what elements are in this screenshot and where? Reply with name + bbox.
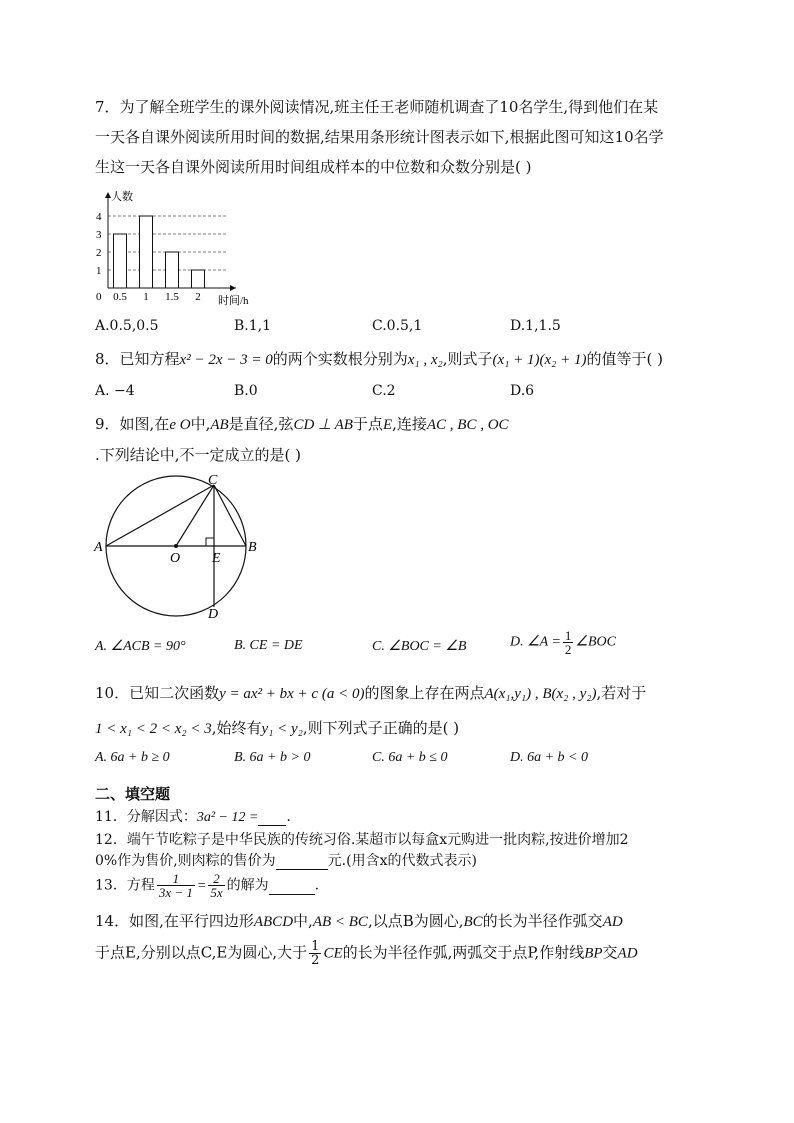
q10-mid: 的图象上存在两点 <box>364 684 485 702</box>
label-a: A <box>94 540 103 555</box>
q14-ad2: AD <box>617 945 638 962</box>
q14-text-c2: 交 <box>602 943 618 962</box>
q13-right-num: 2 <box>208 872 224 886</box>
x-tick-label: 0.5 <box>113 291 127 303</box>
q14-line-1 <box>95 910 623 931</box>
x-tick-label: 1 <box>143 291 149 303</box>
q14-ab-lt-bc: AB < BC <box>312 914 368 930</box>
q10-line-2 <box>95 717 459 738</box>
q12-text-b: 元.(用含x的代数式表示) <box>327 853 477 869</box>
x-tick-label: 1.5 <box>165 291 179 303</box>
q10-option-c: C. 6a + b ≤ 0 <box>372 750 448 765</box>
q9-chords: AC , BC , OC <box>426 417 509 433</box>
q11-prefix: 11．分解因式： <box>95 809 197 825</box>
q8-suffix: 的值等于( ) <box>586 350 663 368</box>
q8-line <box>95 348 663 369</box>
q7-option-d: D.1,1.5 <box>510 318 561 334</box>
label-c: C <box>208 473 218 488</box>
q12-text-a: 0%作为售价,则肉粽的售价为 <box>95 853 276 869</box>
label-o: O <box>170 551 181 566</box>
q7-line-1: 7．为了解全班学生的课外阅读情况,班主任王老师随机调查了10名学生,得到他们在某 <box>95 98 659 116</box>
q13-left-fraction <box>157 872 195 899</box>
q8-mid2: ,则式子 <box>442 350 493 368</box>
q13-suffix: 的解为 <box>226 877 269 894</box>
q13-right-den: 5x <box>210 885 223 900</box>
q13-answer-blank[interactable] <box>269 878 315 895</box>
q8-prefix: 8．已知方程 <box>95 350 180 368</box>
segment-oc <box>176 485 214 546</box>
q8-option-b: B.0 <box>234 383 258 399</box>
q14-bc: BC <box>463 914 483 930</box>
label-e: E <box>212 551 221 566</box>
x-axis-label: 时间/h <box>218 295 249 307</box>
q10-points: A(x₁,y₁) , B(x₂ , y₂) <box>484 686 597 702</box>
q9-line-2: .下列结论中,不一定成立的是( ) <box>95 446 302 464</box>
q9-cd-perp: CD ⊥ AB <box>293 417 353 433</box>
q9-text-b: 是直径,弦 <box>228 415 294 433</box>
q9-line-1 <box>95 413 509 434</box>
q14-prefix: 14．如图,在平行四边形 <box>95 912 254 930</box>
q11-line <box>95 806 291 826</box>
origin-label: 0 <box>96 291 102 303</box>
bar-2 <box>192 270 205 288</box>
q8-roots: x₁ , x₂ <box>407 352 443 368</box>
bar-0.5 <box>114 234 127 288</box>
x-axis-arrow <box>230 285 236 291</box>
q14-ce: CE <box>323 945 343 962</box>
q13-left-den: 3x − 1 <box>158 885 193 900</box>
q9-option-b: B. CE = DE <box>234 638 303 653</box>
q13-equals: = <box>196 878 207 894</box>
center-dot <box>174 544 178 548</box>
q10-option-d: D. 6a + b < 0 <box>510 750 589 765</box>
q8-option-d: D.6 <box>510 383 535 399</box>
right-angle-mark <box>206 538 214 546</box>
q10-function: y = ax² + bx + c (a < 0) <box>219 686 365 702</box>
q10-option-b: B. 6a + b > 0 <box>234 750 311 765</box>
q7-option-b: B.1,1 <box>234 318 272 334</box>
bar-1 <box>140 216 153 288</box>
q9-option-a: A. ∠ACB = 90° <box>95 639 186 654</box>
q14-bp: BP <box>584 945 603 962</box>
q13-prefix: 13．方程 <box>95 877 155 894</box>
q9-option-d-fraction <box>563 629 574 656</box>
q7-option-a: A.0.5,0.5 <box>95 318 159 334</box>
q12-answer-blank[interactable] <box>276 853 328 870</box>
q13-right-fraction <box>208 872 224 899</box>
y-tick-label: 1 <box>96 265 102 277</box>
q10-mid2: ,始终有 <box>211 719 262 737</box>
q12-line-2 <box>95 850 477 870</box>
q8-mid: 的两个实数根分别为 <box>272 350 408 368</box>
chord-ac <box>106 485 214 546</box>
q7-line-3: 生这一天各自课外阅读所用时间组成样本的中位数和众数分别是( ) <box>95 158 532 176</box>
q14-fraction <box>309 940 321 967</box>
y-tick-label: 2 <box>96 247 102 259</box>
q9-option-d <box>510 629 616 656</box>
q9-option-d-head: D. ∠A = <box>510 634 561 650</box>
q13-line <box>95 872 319 899</box>
circle-geometry-figure <box>90 470 270 620</box>
frac-num: 1 <box>564 628 572 643</box>
q10-option-a: A. 6a + b ≥ 0 <box>95 750 170 765</box>
q10-line-1 <box>95 682 646 703</box>
q9-point-e: E <box>382 417 393 433</box>
q14-text-a: 中, <box>293 912 313 930</box>
frac-den: 2 <box>564 642 572 657</box>
q8-option-a: A. −4 <box>95 383 135 399</box>
q8-option-c: C.2 <box>372 383 396 399</box>
q14-abcd: ABCD <box>253 914 294 930</box>
q8-equation: x² − 2x − 3 = 0 <box>179 352 273 368</box>
label-b: B <box>248 540 257 555</box>
q14-text-b2: 的长为半径作弧,两弧交于点P,作射线 <box>342 943 585 962</box>
q12-line-1: 12．端午节吃粽子是中华民族的传统习俗.某超市以每盒x元购进一批肉粽,按进价增加2 <box>95 832 629 848</box>
y-tick-label: 4 <box>96 211 102 223</box>
q11-suffix: . <box>286 809 291 825</box>
bar-1.5 <box>166 252 179 288</box>
q8-expression: (x₁ + 1)(x₂ + 1) <box>492 352 587 368</box>
q9-circle-symbol: e O <box>169 417 191 433</box>
q7-line-2: 一天各自课外阅读所用时间的数据,结果用条形统计图表示如下,根据此图可知这10名学 <box>95 128 664 146</box>
label-d: D <box>208 607 219 620</box>
q14-line-2 <box>95 940 638 967</box>
q10-suffix: ,若对于 <box>596 684 647 702</box>
q13-left-num: 1 <box>157 872 195 886</box>
q9-prefix: 9．如图,在 <box>95 415 170 433</box>
reading-time-bar-chart <box>88 188 278 313</box>
y-axis-label: 人数 <box>111 191 133 203</box>
section-title-fill-in: 二、填空题 <box>95 785 171 803</box>
y-tick-label: 3 <box>96 229 102 241</box>
q14-frac-num: 1 <box>311 939 320 954</box>
q10-prefix: 10．已知二次函数 <box>95 684 220 702</box>
q14-frac-den: 2 <box>311 953 320 968</box>
q10-suffix2: ,则下列式子正确的是( ) <box>302 719 460 737</box>
q9-option-d-tail: ∠BOC <box>575 634 616 650</box>
q14-ad: AD <box>602 914 623 930</box>
q13-end: . <box>314 877 320 894</box>
x-tick-label: 2 <box>195 291 201 303</box>
q10-condition: 1 < x₁ < 2 < x₂ < 3 <box>95 721 212 737</box>
chord-bc <box>214 485 246 546</box>
q14-text-c: 的长为半径作弧交 <box>482 912 603 930</box>
q11-answer-blank[interactable] <box>258 809 286 826</box>
q9-ab: AB <box>210 417 229 433</box>
q10-inequality: y₁ < y₂ <box>261 721 303 737</box>
q14-text-b: ,以点B为圆心, <box>367 912 464 930</box>
q11-expression: 3a² − 12 = <box>196 810 259 825</box>
q7-option-c: C.0.5,1 <box>372 318 423 334</box>
q14-text-a2: 于点E,分别以点C,E为圆心,大于 <box>95 943 308 962</box>
q9-text-c: 于点 <box>352 415 383 433</box>
q9-text-a: 中, <box>190 415 211 433</box>
q9-option-c: C. ∠BOC = ∠B <box>372 639 467 654</box>
q9-text-d: ,连接 <box>392 415 427 433</box>
